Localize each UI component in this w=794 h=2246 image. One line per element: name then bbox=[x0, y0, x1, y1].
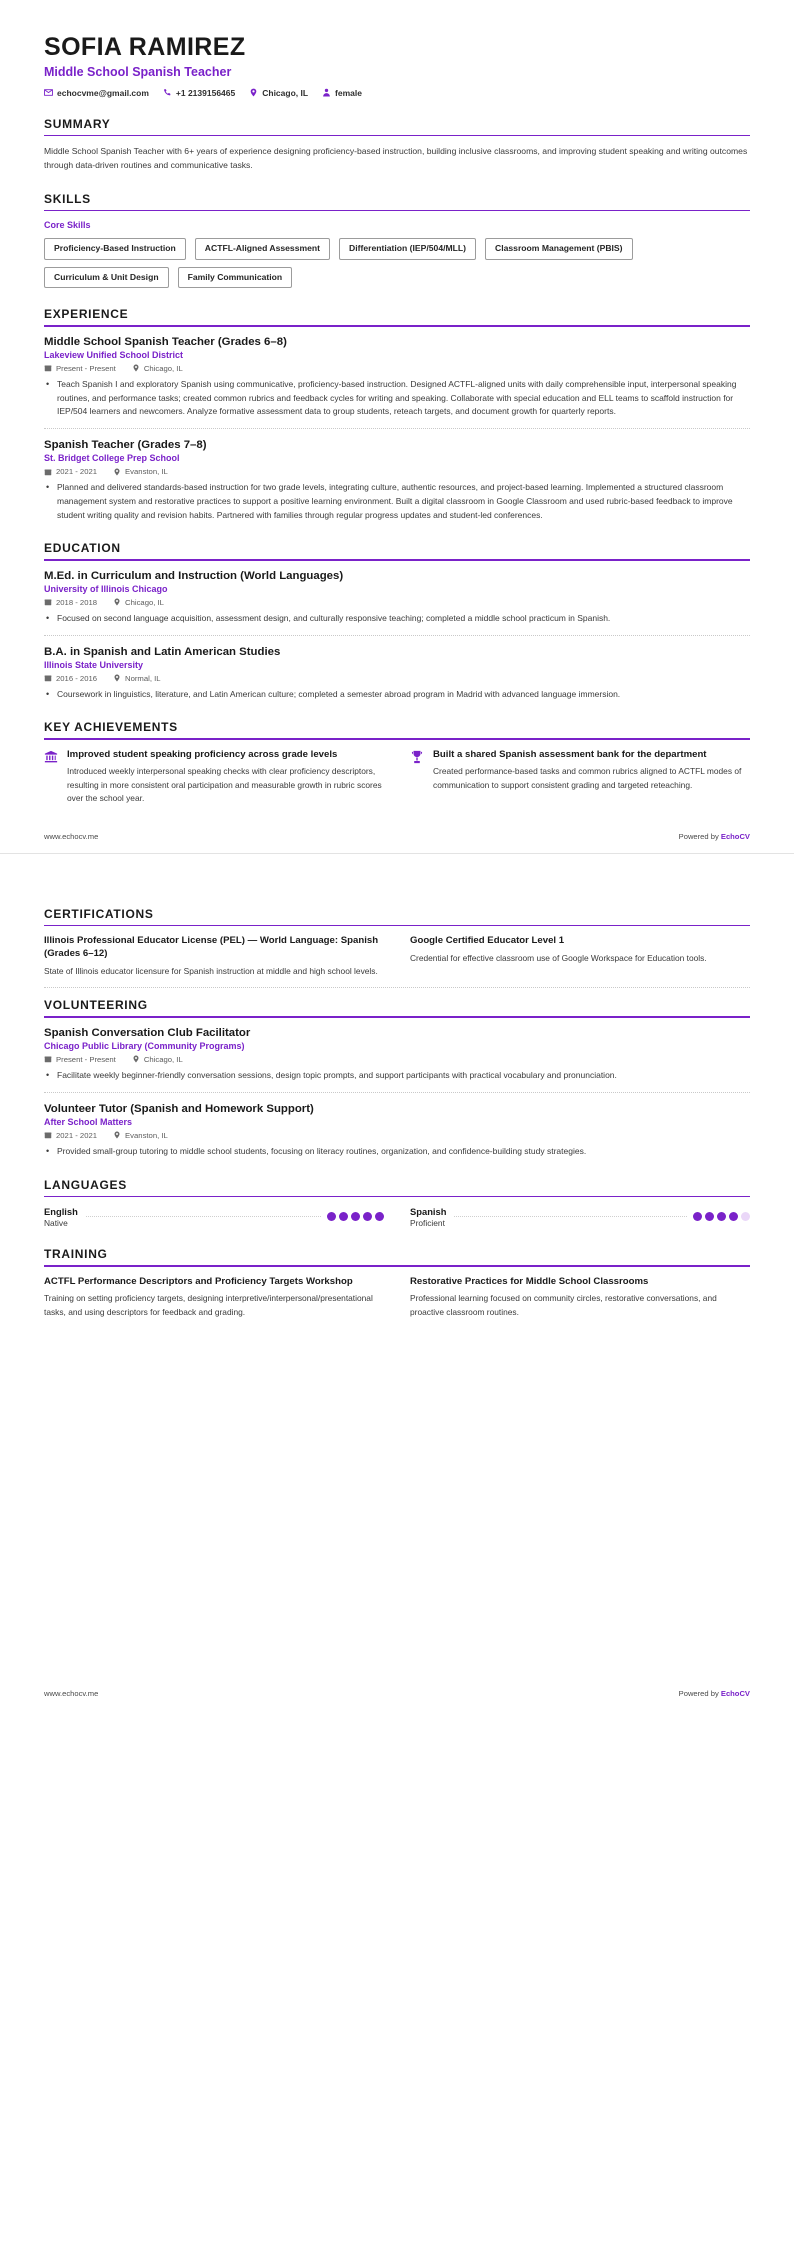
language-item bbox=[44, 1206, 384, 1228]
volunteering-meta bbox=[44, 1131, 750, 1140]
rating-dot bbox=[741, 1212, 750, 1221]
volunteering-bullet: • Provided small-group tutoring to middle school students, focusing on literacy routines, organization, and confidence-building study strategies. bbox=[55, 1145, 750, 1159]
experience-org: Lakeview Unified School District bbox=[44, 349, 184, 360]
volunteering-location bbox=[113, 1131, 168, 1140]
volunteering-dates-text: 2021 - 2021 bbox=[56, 1130, 98, 1140]
education-meta bbox=[44, 674, 750, 683]
training-item-text: Training on setting proficiency targets, designing interpretive/interpersonal/presentational tasks, and using descriptors for feedback and grading. bbox=[44, 1293, 373, 1317]
volunteering-bullets bbox=[44, 1069, 750, 1083]
contact-location bbox=[249, 88, 308, 98]
achievement-text: Introduced weekly interpersonal speaking checks with clear proficiency descriptors, resulting in more consistent oral participation and measurable growth in rubric scores over the school year. bbox=[67, 766, 382, 804]
footer-powered-brand: EchoCV bbox=[720, 1689, 750, 1699]
experience-location bbox=[113, 467, 168, 476]
experience-org: St. Bridget College Prep School bbox=[44, 453, 180, 464]
education-dates-text: 2018 - 2018 bbox=[56, 597, 98, 607]
achievements-rule bbox=[44, 738, 750, 740]
experience-role: Middle School Spanish Teacher (Grades 6–8) bbox=[44, 335, 287, 348]
volunteering-role: Spanish Conversation Club Facilitator bbox=[44, 1026, 251, 1039]
education-location-text: Normal, IL bbox=[125, 673, 161, 683]
experience-location-text: Evanston, IL bbox=[125, 467, 168, 477]
volunteering-org: After School Matters bbox=[44, 1116, 133, 1127]
candidate-name: SOFIA RAMIREZ bbox=[44, 33, 246, 61]
section-training bbox=[44, 1247, 750, 1319]
language-labels bbox=[410, 1206, 446, 1228]
certification-item bbox=[44, 935, 384, 978]
skills-chip-list bbox=[44, 238, 750, 288]
achievement-item bbox=[44, 749, 384, 806]
skill-chip: Proficiency-Based Instruction bbox=[44, 238, 186, 259]
education-dates bbox=[44, 674, 97, 683]
education-location bbox=[113, 598, 164, 607]
experience-title: EXPERIENCE bbox=[44, 307, 129, 322]
education-dates-text: 2016 - 2016 bbox=[56, 673, 98, 683]
language-level: Proficient bbox=[410, 1218, 445, 1228]
rating-dot bbox=[375, 1212, 384, 1221]
experience-bullets bbox=[44, 481, 750, 522]
training-item bbox=[44, 1276, 384, 1320]
volunteering-rule bbox=[44, 1016, 750, 1018]
footer-site[interactable]: www.echocv.me bbox=[44, 1689, 99, 1699]
certification-text: Credential for effective classroom use of Google Workspace for Education tools. bbox=[410, 953, 707, 964]
education-bullet: • Coursework in linguistics, literature, and Latin American culture; completed a semester abroad program in Madrid with advanced language immersion. bbox=[55, 688, 750, 702]
phone-icon bbox=[163, 88, 172, 97]
certification-title: Google Certified Educator Level 1 bbox=[410, 935, 565, 947]
volunteering-location bbox=[132, 1055, 183, 1064]
footer-powered-prefix: Powered by bbox=[678, 1689, 721, 1699]
rating-dot bbox=[705, 1212, 714, 1221]
language-name: English bbox=[44, 1206, 78, 1217]
page-spacer bbox=[44, 1319, 750, 1689]
contact-phone[interactable] bbox=[163, 88, 235, 98]
experience-location-text: Chicago, IL bbox=[143, 363, 183, 373]
training-rule bbox=[44, 1265, 750, 1267]
education-rule bbox=[44, 559, 750, 561]
education-degree: B.A. in Spanish and Latin American Studies bbox=[44, 645, 281, 658]
calendar-icon bbox=[44, 1055, 52, 1063]
volunteering-bullets bbox=[44, 1145, 750, 1159]
page-footer bbox=[0, 832, 794, 841]
volunteering-location-text: Evanston, IL bbox=[125, 1130, 168, 1140]
training-item-text: Professional learning focused on community circles, restorative conversations, and proactive classroom routines. bbox=[410, 1293, 717, 1317]
section-summary bbox=[44, 117, 750, 173]
volunteering-meta bbox=[44, 1055, 750, 1064]
languages-title: LANGUAGES bbox=[44, 1177, 127, 1192]
section-certifications bbox=[44, 907, 750, 989]
training-item-title: ACTFL Performance Descriptors and Proficiency Targets Workshop bbox=[44, 1275, 353, 1287]
skills-subtitle: Core Skills bbox=[44, 220, 91, 231]
divider bbox=[44, 1092, 750, 1093]
summary-rule bbox=[44, 135, 750, 137]
calendar-icon bbox=[44, 674, 52, 682]
section-languages bbox=[44, 1178, 750, 1229]
volunteering-location-text: Chicago, IL bbox=[143, 1054, 183, 1064]
dotted-leader bbox=[454, 1216, 687, 1217]
bank-icon bbox=[44, 749, 58, 806]
contact-gender bbox=[322, 88, 362, 98]
language-name: Spanish bbox=[410, 1206, 447, 1217]
experience-entry bbox=[44, 439, 750, 522]
experience-dates bbox=[44, 467, 97, 476]
education-entry bbox=[44, 570, 750, 626]
education-school: Illinois State University bbox=[44, 659, 144, 670]
calendar-icon bbox=[44, 598, 52, 606]
certification-text: State of Illinois educator licensure for Spanish instruction at middle and high school levels. bbox=[44, 966, 378, 977]
language-dots bbox=[327, 1212, 384, 1221]
footer-powered-brand: EchoCV bbox=[720, 831, 750, 841]
achievement-title: Built a shared Spanish assessment bank for the department bbox=[433, 748, 707, 760]
trophy-icon bbox=[410, 749, 424, 806]
achievement-item bbox=[410, 749, 750, 806]
location-pin-icon bbox=[113, 674, 121, 682]
location-pin-icon bbox=[132, 1055, 140, 1063]
certifications-rule bbox=[44, 925, 750, 927]
skill-chip: Family Communication bbox=[178, 267, 293, 288]
language-item bbox=[410, 1206, 750, 1228]
contact-phone-text: +1 2139156465 bbox=[175, 87, 236, 98]
contact-email-text: echocvme@gmail.com bbox=[57, 87, 149, 98]
volunteering-org: Chicago Public Library (Community Programs) bbox=[44, 1040, 245, 1051]
person-icon bbox=[322, 88, 331, 97]
experience-rule bbox=[44, 325, 750, 327]
location-pin-icon bbox=[113, 468, 121, 476]
divider bbox=[44, 428, 750, 429]
location-pin-icon bbox=[113, 1131, 121, 1139]
experience-meta bbox=[44, 467, 750, 476]
achievements-grid bbox=[44, 749, 750, 806]
calendar-icon bbox=[44, 468, 52, 476]
experience-meta bbox=[44, 364, 750, 373]
section-key-achievements bbox=[44, 720, 750, 805]
skill-chip: Classroom Management (PBIS) bbox=[485, 238, 633, 259]
section-volunteering bbox=[44, 998, 750, 1158]
education-dates bbox=[44, 598, 97, 607]
education-meta bbox=[44, 598, 750, 607]
location-pin-icon bbox=[132, 364, 140, 372]
candidate-headline: Middle School Spanish Teacher bbox=[44, 64, 232, 79]
section-skills bbox=[44, 192, 750, 288]
page-footer-2 bbox=[0, 1689, 794, 1698]
contact-email[interactable] bbox=[44, 88, 149, 98]
certifications-grid bbox=[44, 935, 750, 978]
education-location bbox=[113, 674, 160, 683]
contact-location-text: Chicago, IL bbox=[262, 87, 309, 98]
experience-role: Spanish Teacher (Grades 7–8) bbox=[44, 439, 207, 452]
education-bullet: • Focused on second language acquisition, assessment design, and culturally responsive teaching; completed a middle school practicum in Spanish. bbox=[55, 612, 750, 626]
calendar-icon bbox=[44, 364, 52, 372]
certifications-title: CERTIFICATIONS bbox=[44, 906, 154, 921]
language-labels bbox=[44, 1206, 78, 1228]
language-level: Native bbox=[44, 1218, 68, 1228]
experience-bullet: • Teach Spanish I and exploratory Spanish using communicative, proficiency-based instruction. Designed ACTFL-aligned units with daily comprehensible input, interpersonal speaking routines, and performance tasks; created common rubrics and feedback cycles for writing and speaking. Collaborate with special education and ELL teams to scaffold instruction for IEP/504 learners and newcomers. Analyze formative assessment data to group students, reteach targets, and document growth for quarterly reports. bbox=[55, 378, 750, 419]
training-title: TRAINING bbox=[44, 1247, 108, 1261]
skill-chip: Differentiation (IEP/504/MLL) bbox=[339, 238, 476, 259]
resume-sheet-2 bbox=[0, 854, 794, 1690]
rating-dot bbox=[693, 1212, 702, 1221]
volunteering-entry bbox=[44, 1103, 750, 1159]
calendar-icon bbox=[44, 1131, 52, 1139]
contact-gender-text: female bbox=[335, 87, 362, 98]
summary-title: SUMMARY bbox=[44, 116, 111, 131]
experience-dates-text: Present - Present bbox=[56, 363, 116, 373]
location-pin-icon bbox=[249, 88, 258, 97]
rating-dot bbox=[351, 1212, 360, 1221]
location-pin-icon bbox=[113, 598, 121, 606]
education-degree: M.Ed. in Curriculum and Instruction (World Languages) bbox=[44, 569, 344, 582]
education-school: University of Illinois Chicago bbox=[44, 583, 168, 594]
summary-text: Middle School Spanish Teacher with 6+ years of experience designing proficiency-based instruction, building inclusive classrooms, and improving student speaking and writing outcomes through data-driven routines and communicative tasks. bbox=[44, 146, 748, 170]
skill-chip: ACTFL-Aligned Assessment bbox=[195, 238, 330, 259]
certification-item bbox=[410, 935, 750, 978]
volunteering-dates-text: Present - Present bbox=[56, 1054, 116, 1064]
footer-powered bbox=[679, 1689, 750, 1698]
volunteering-bullet: • Facilitate weekly beginner-friendly conversation sessions, design topic prompts, and support participants with practical vocabulary and pronunciation. bbox=[55, 1069, 750, 1083]
envelope-icon bbox=[44, 88, 53, 97]
experience-dates bbox=[44, 364, 116, 373]
resume-sheet bbox=[0, 0, 794, 806]
footer-site[interactable]: www.echocv.me bbox=[44, 831, 99, 841]
language-rating bbox=[86, 1206, 384, 1221]
rating-dot bbox=[717, 1212, 726, 1221]
skills-title: SKILLS bbox=[44, 191, 91, 206]
languages-rule bbox=[44, 1196, 750, 1198]
resume-header bbox=[44, 34, 750, 98]
rating-dot bbox=[339, 1212, 348, 1221]
languages-grid bbox=[44, 1206, 750, 1228]
training-item-title: Restorative Practices for Middle School Classrooms bbox=[410, 1275, 649, 1287]
education-bullets bbox=[44, 612, 750, 626]
skills-rule bbox=[44, 210, 750, 212]
rating-dot bbox=[729, 1212, 738, 1221]
volunteering-title: VOLUNTEERING bbox=[44, 998, 148, 1013]
training-grid bbox=[44, 1276, 750, 1320]
language-dots bbox=[693, 1212, 750, 1221]
achievements-title: KEY ACHIEVEMENTS bbox=[44, 720, 178, 735]
dotted-leader bbox=[86, 1216, 321, 1217]
experience-dates-text: 2021 - 2021 bbox=[56, 467, 98, 477]
skill-chip: Curriculum & Unit Design bbox=[44, 267, 169, 288]
footer-powered bbox=[679, 832, 750, 841]
footer-powered-prefix: Powered by bbox=[678, 831, 721, 841]
experience-bullet: • Planned and delivered standards-based instruction for two grade levels, integrating culture, authentic resources, and project-based learning. Implemented a structured classroom management system and restorative practices to support a positive learning environment. Built a digital classroom in Google Classroom and used rubric-based feedback to improve student writing quality and revision habits. Partnered with families through regular progress updates and student-led conferences. bbox=[55, 481, 750, 522]
education-entry bbox=[44, 646, 750, 702]
training-item bbox=[410, 1276, 750, 1320]
education-bullets bbox=[44, 688, 750, 702]
rating-dot bbox=[327, 1212, 336, 1221]
achievement-text: Created performance-based tasks and common rubrics aligned to ACTFL modes of communication to support consistent grading and targeted reteaching. bbox=[433, 766, 742, 790]
language-rating bbox=[454, 1206, 750, 1221]
education-location-text: Chicago, IL bbox=[125, 597, 164, 607]
divider bbox=[44, 635, 750, 636]
experience-location bbox=[132, 364, 183, 373]
experience-bullets bbox=[44, 378, 750, 419]
experience-entry bbox=[44, 336, 750, 419]
divider bbox=[44, 987, 750, 988]
volunteering-role: Volunteer Tutor (Spanish and Homework Support) bbox=[44, 1102, 314, 1115]
volunteering-dates bbox=[44, 1131, 97, 1140]
education-title: EDUCATION bbox=[44, 541, 121, 556]
rating-dot bbox=[363, 1212, 372, 1221]
volunteering-dates bbox=[44, 1055, 116, 1064]
contact-row bbox=[44, 88, 750, 98]
achievement-title: Improved student speaking proficiency across grade levels bbox=[67, 748, 338, 760]
section-experience bbox=[44, 307, 750, 522]
certification-title: Illinois Professional Educator License (PEL) — World Language: Spanish (Grades 6–12) bbox=[44, 935, 379, 960]
volunteering-entry bbox=[44, 1027, 750, 1083]
section-education bbox=[44, 541, 750, 701]
